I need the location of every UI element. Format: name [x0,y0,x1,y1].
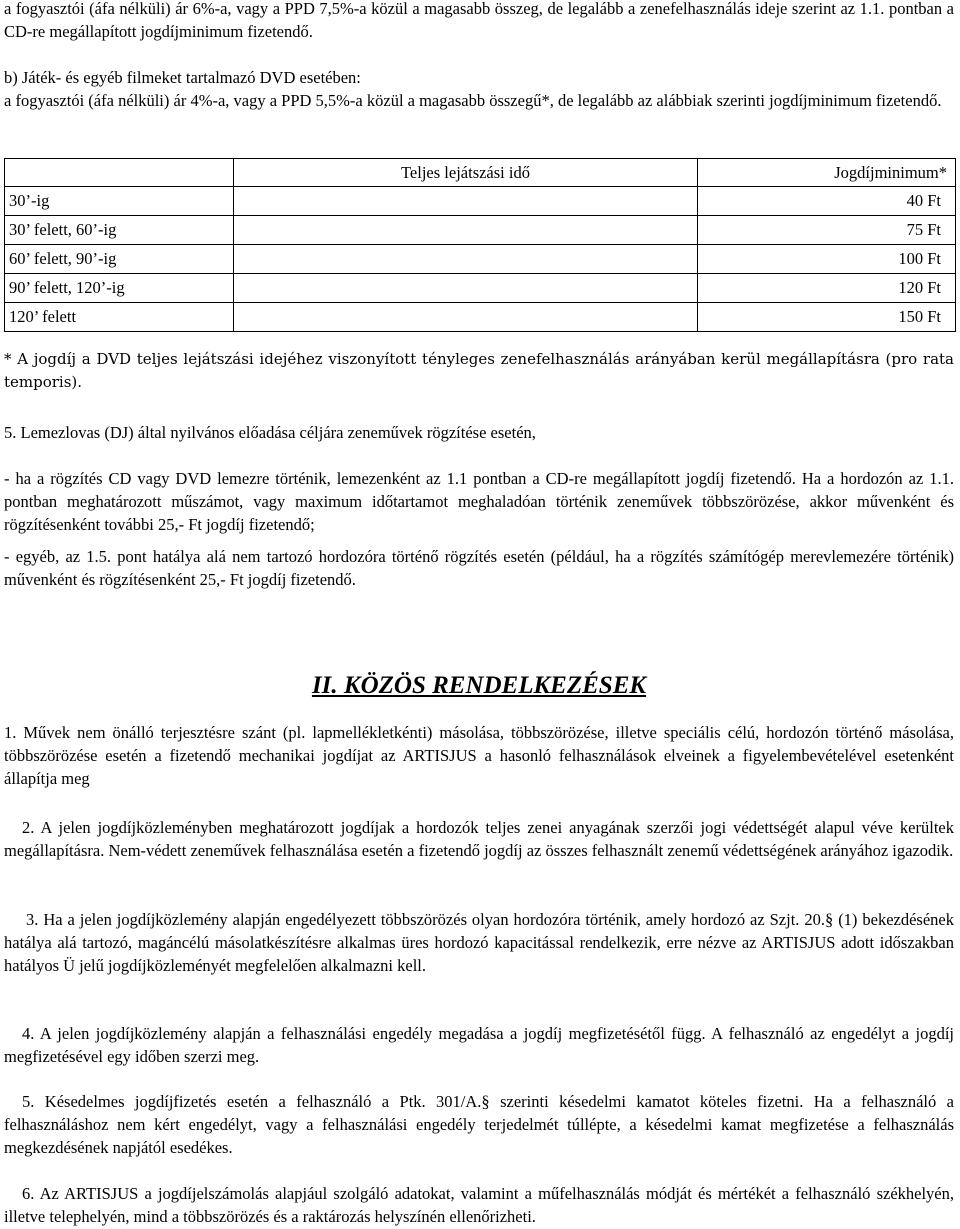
duration-cell: 30’ felett, 60’-ig [5,216,234,245]
fee-cell: 100 Ft [698,245,956,274]
table-row [5,245,956,274]
provision-1-text: 1. Művek nem önálló terjesztésre szánt (pl. lapmellékletkénti) másolása, többszörözése, illetve speciális célú, hordozón történő másolása, többszörözése esetén a fizetendő mechanikai jogdíjat az ARTISJUS a hasonló felhasználások elveinek a figyelembevételével esetenként állapítja meg [4,723,954,788]
empty-cell [234,303,698,332]
table-row [5,216,956,245]
intro-paragraph [4,0,954,43]
duration-cell: 90’ felett, 120’-ig [5,274,234,303]
header-minimum: Jogdíjminimum* [698,159,956,187]
footnote [4,348,954,394]
section-5 [4,421,954,444]
provision-4-text: 4. A jelen jogdíjközlemény alapján a felhasználási engedély megadása a jogdíj megfizetésétől függ. A felhasználó az engedélyt a jogdíj megfizetésével egy időben szerzi meg. [4,1024,954,1066]
header-duration: Teljes lejátszási idő [234,159,698,187]
section-5-item-2 [4,545,954,591]
fee-cell: 75 Ft [698,216,956,245]
intro-text: a fogyasztói (áfa nélküli) ár 6%-a, vagy a PPD 7,5%-a közül a magasabb összeg, de legalább a zenefelhasználás ideje szerint az 1.1. pontban a CD-re megállapított jogdíjminimum fizetendő. [4,0,954,41]
fee-table [4,158,956,332]
table-row [5,274,956,303]
empty-cell [234,274,698,303]
table-row [5,303,956,332]
fee-table-header [5,159,956,187]
provision-1 [4,721,954,790]
provision-4 [4,1022,954,1068]
section-5-item-1-text: - ha a rögzítés CD vagy DVD lemezre történik, lemezenként az 1.1 pontban a CD-re megállapított jogdíj fizetendő. Ha a hordozón az 1.1. pontban meghatározott műszámot, vagy maximum időtartamot meghaladóan történik zeneművek többszörözése, akkor művenként és rögzítésenként további 25,- Ft jogdíj fizetendő; [4,469,954,534]
provision-3 [4,908,954,977]
provision-6 [4,1182,954,1228]
header-empty-cell [5,159,234,187]
empty-cell [234,216,698,245]
duration-cell: 30’-ig [5,187,234,216]
fee-cell: 40 Ft [698,187,956,216]
section-heading: II. KÖZÖS RENDELKEZÉSEK [311,672,647,699]
provision-3-text: 3. Ha a jelen jogdíjközlemény alapján engedélyezett többszörözés olyan hordozóra történik, amely hordozó az Szjt. 20.§ (1) bekezdésének hatálya alá tartozó, magáncélú másolatkészítésre alkalmas üres hordozó kapacitással rendelkezik, erre nézve az ARTISJUS adott időszakban hatályos Ü jelű jogdíjközleményét megfelelően alkalmazni kell. [4,910,954,975]
provision-6-text: 6. Az ARTISJUS a jogdíjelszámolás alapjául szolgáló adatokat, valamint a műfelhasználás módját és mértékét a felhasználó székhelyén, illetve telephelyén, mind a többszörözés és a raktározás helyszínén ellenőrizheti. [4,1184,954,1226]
section-5-item-1 [4,467,954,536]
section-5-title: 5. Lemezlovas (DJ) által nyilvános előadása céljára zeneművek rögzítése esetén, [4,423,536,442]
duration-cell: 120’ felett [5,303,234,332]
section-5-item-2-text: - egyéb, az 1.5. pont hatálya alá nem tartozó hordozóra történő rögzítés esetén (például, ha a rögzítés számítógép merevlemezére történik) művenként és rögzítésenként 25,- Ft jogdíj fizetendő. [4,547,954,589]
section-b-title: b) Játék- és egyéb filmeket tartalmazó DVD esetében: [4,68,361,87]
empty-cell [234,187,698,216]
section-b-text: a fogyasztói (áfa nélküli) ár 4%-a, vagy a PPD 5,5%-a közül a magasabb összegű*, de legalább az alábbiak szerinti jogdíjminimum fizetendő. [4,91,942,110]
footnote-text: * A jogdíj a DVD teljes lejátszási idejéhez viszonyított tényleges zenefelhasználás arányában kerül megállapításra (pro rata temporis). [4,350,954,391]
provision-2 [4,816,954,862]
provision-5-text: 5. Késedelmes jogdíjfizetés esetén a felhasználó a Ptk. 301/A.§ szerinti késedelmi kamatot köteles fizetni. Ha a felhasználó a felhasználáshoz nem kért engedélyt, vagy a felhasználási engedély terjedelmét túllépte, a késedelmi kamat megfizetése a felhasználás megkezdésének napjától esedékes. [4,1092,954,1157]
provision-5 [4,1090,954,1159]
table-row [5,187,956,216]
section-b [4,66,954,112]
duration-cell: 60’ felett, 90’-ig [5,245,234,274]
empty-cell [234,245,698,274]
fee-cell: 150 Ft [698,303,956,332]
fee-cell: 120 Ft [698,274,956,303]
provision-2-text: 2. A jelen jogdíjközleményben meghatározott jogdíjak a hordozók teljes zenei anyagának szerzői jogi védettségét alapul véve kerültek megállapításra. Nem-védett zeneművek felhasználása esetén a fizetendő jogdíj az összes felhasznált zenemű védettségének arányához igazodik. [4,818,954,860]
